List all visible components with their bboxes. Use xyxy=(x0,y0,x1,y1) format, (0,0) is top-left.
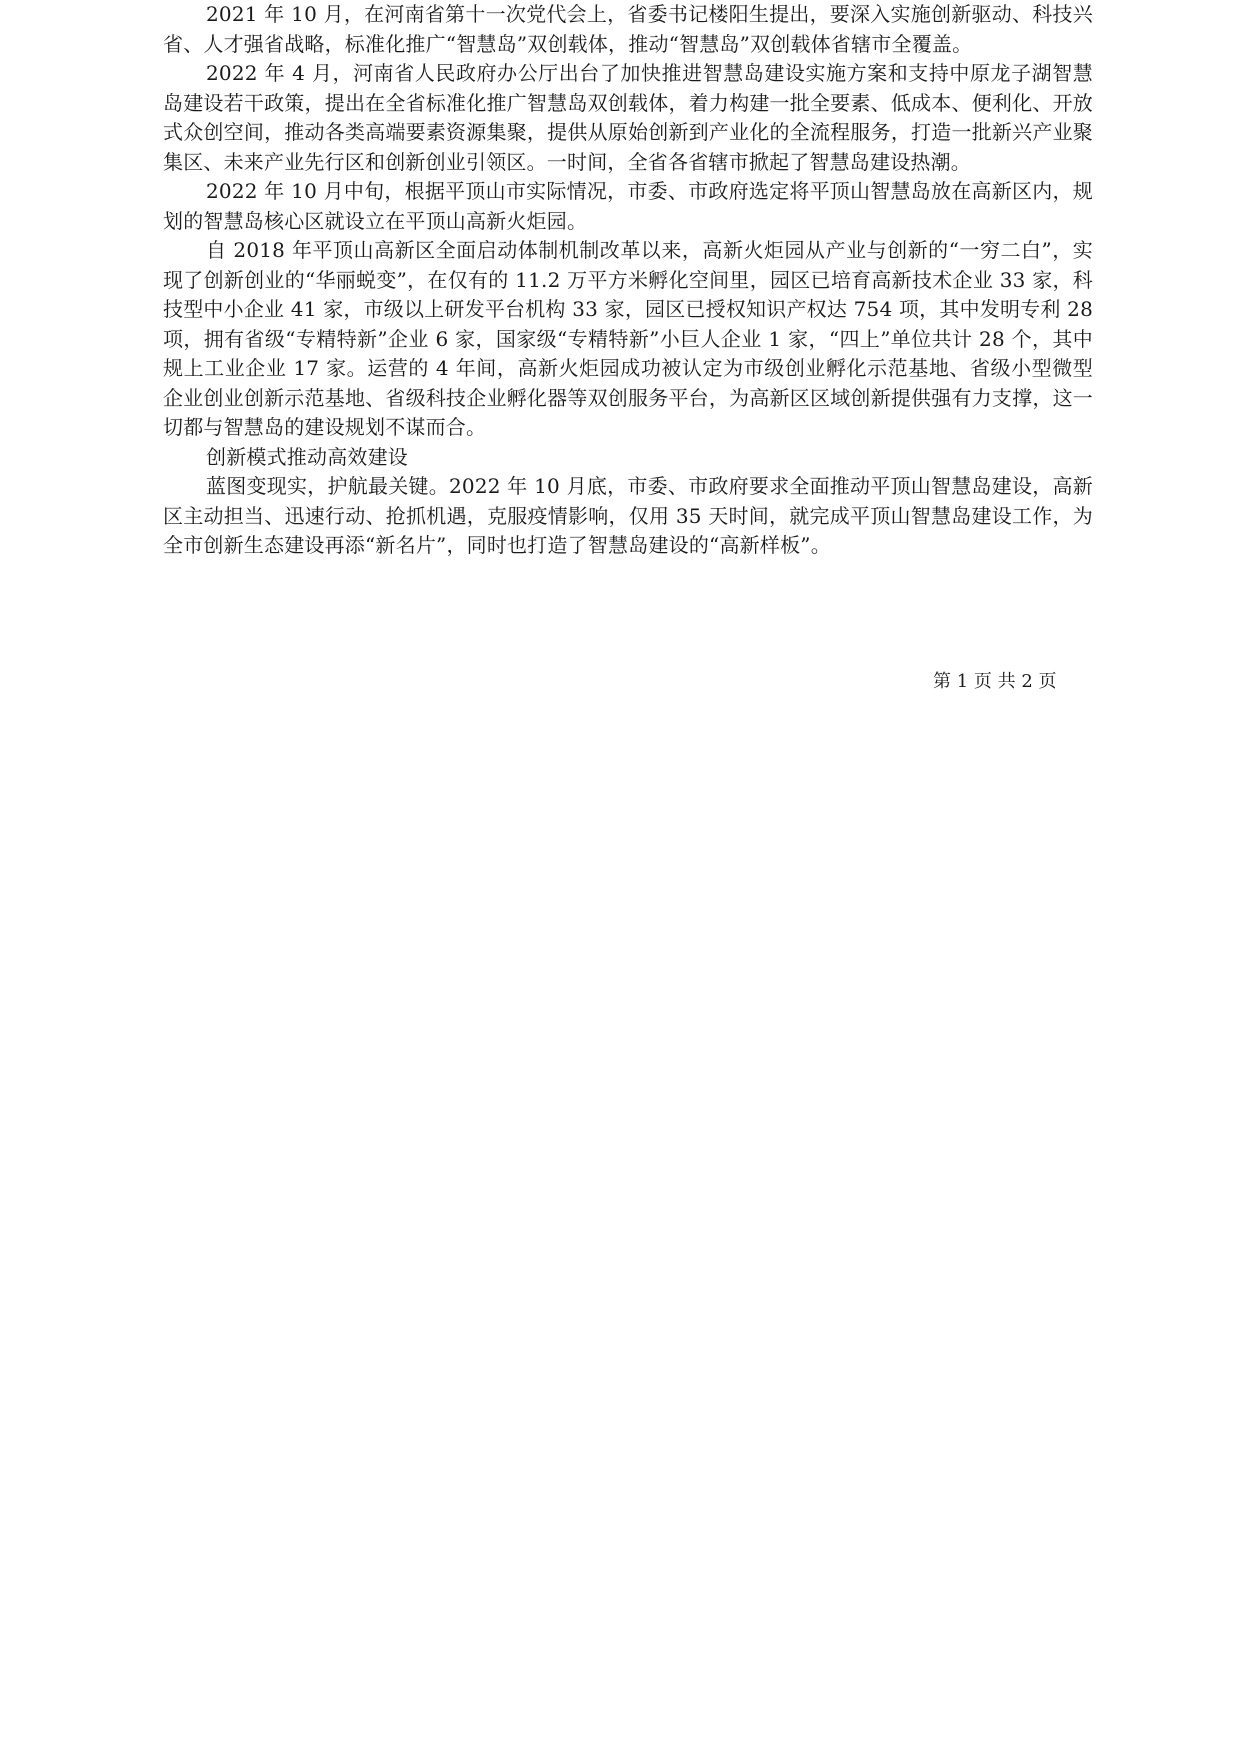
document-page xyxy=(163,0,1093,561)
section-heading: 创新模式推动高效建设 xyxy=(206,444,408,469)
paragraph-party-congress: 2021 年 10 月，在河南省第十一次党代会上，省委书记楼阳生提出，要深入实施创新驱动、科技兴省、人才强省战略，标准化推广“智慧岛”双创载体，推动“智慧岛”双创载体省辖市全覆盖。 xyxy=(163,2,1093,56)
page-number-footer: 第 1 页 共 2 页 xyxy=(933,671,1057,692)
paragraph-torch-park: 自 2018 年平顶山高新区全面启动体制机制改革以来，高新火炬园从产业与创新的“一穷二白”，实现了创新创业的“华丽蜕变”，在仅有的 11.2 万平方米孵化空间里，园区已培育高新技术企业 33 家，科技型中小企业 41 家，市级以上研发平台机构 33 家，园区已授权知识产权达 754 项，其中发明专利 28 项，拥有省级“专精特新”企业 6 家，国家级“专精特新”小巨人企业 1 家，“四上”单位共计 28 个，其中规上工业企业 17 家。运营的 4 年间，高新火炬园成功被认定为市级创业孵化示范基地、省级小型微型企业创业创新示范基地、省级科技企业孵化器等双创服务平台，为高新区区域创新提供强有力支撑，这一切都与智慧岛的建设规划不谋而合。 xyxy=(163,238,1093,439)
paragraph-construction: 蓝图变现实，护航最关键。2022 年 10 月底，市委、市政府要求全面推动平顶山智慧岛建设，高新区主动担当、迅速行动、抢抓机遇，克服疫情影响，仅用 35 天时间，就完成平顶山智慧岛建设工作，为全市创新生态建设再添“新名片”，同时也打造了智慧岛建设的“高新样板”。 xyxy=(163,474,1093,557)
paragraph-provincial-policy: 2022 年 4 月，河南省人民政府办公厅出台了加快推进智慧岛建设实施方案和支持中原龙子湖智慧岛建设若干政策，提出在全省标准化推广智慧岛双创载体，着力构建一批全要素、低成本、便利化、开放式众创空间，推动各类高端要素资源集聚，提供从原始创新到产业化的全流程服务，打造一批新兴产业聚集区、未来产业先行区和创新创业引领区。一时间，全省各省辖市掀起了智慧岛建设热潮。 xyxy=(163,61,1093,174)
paragraph-city-selection: 2022 年 10 月中旬，根据平顶山市实际情况，市委、市政府选定将平顶山智慧岛放在高新区内，规划的智慧岛核心区就设立在平顶山高新火炬园。 xyxy=(163,179,1093,233)
